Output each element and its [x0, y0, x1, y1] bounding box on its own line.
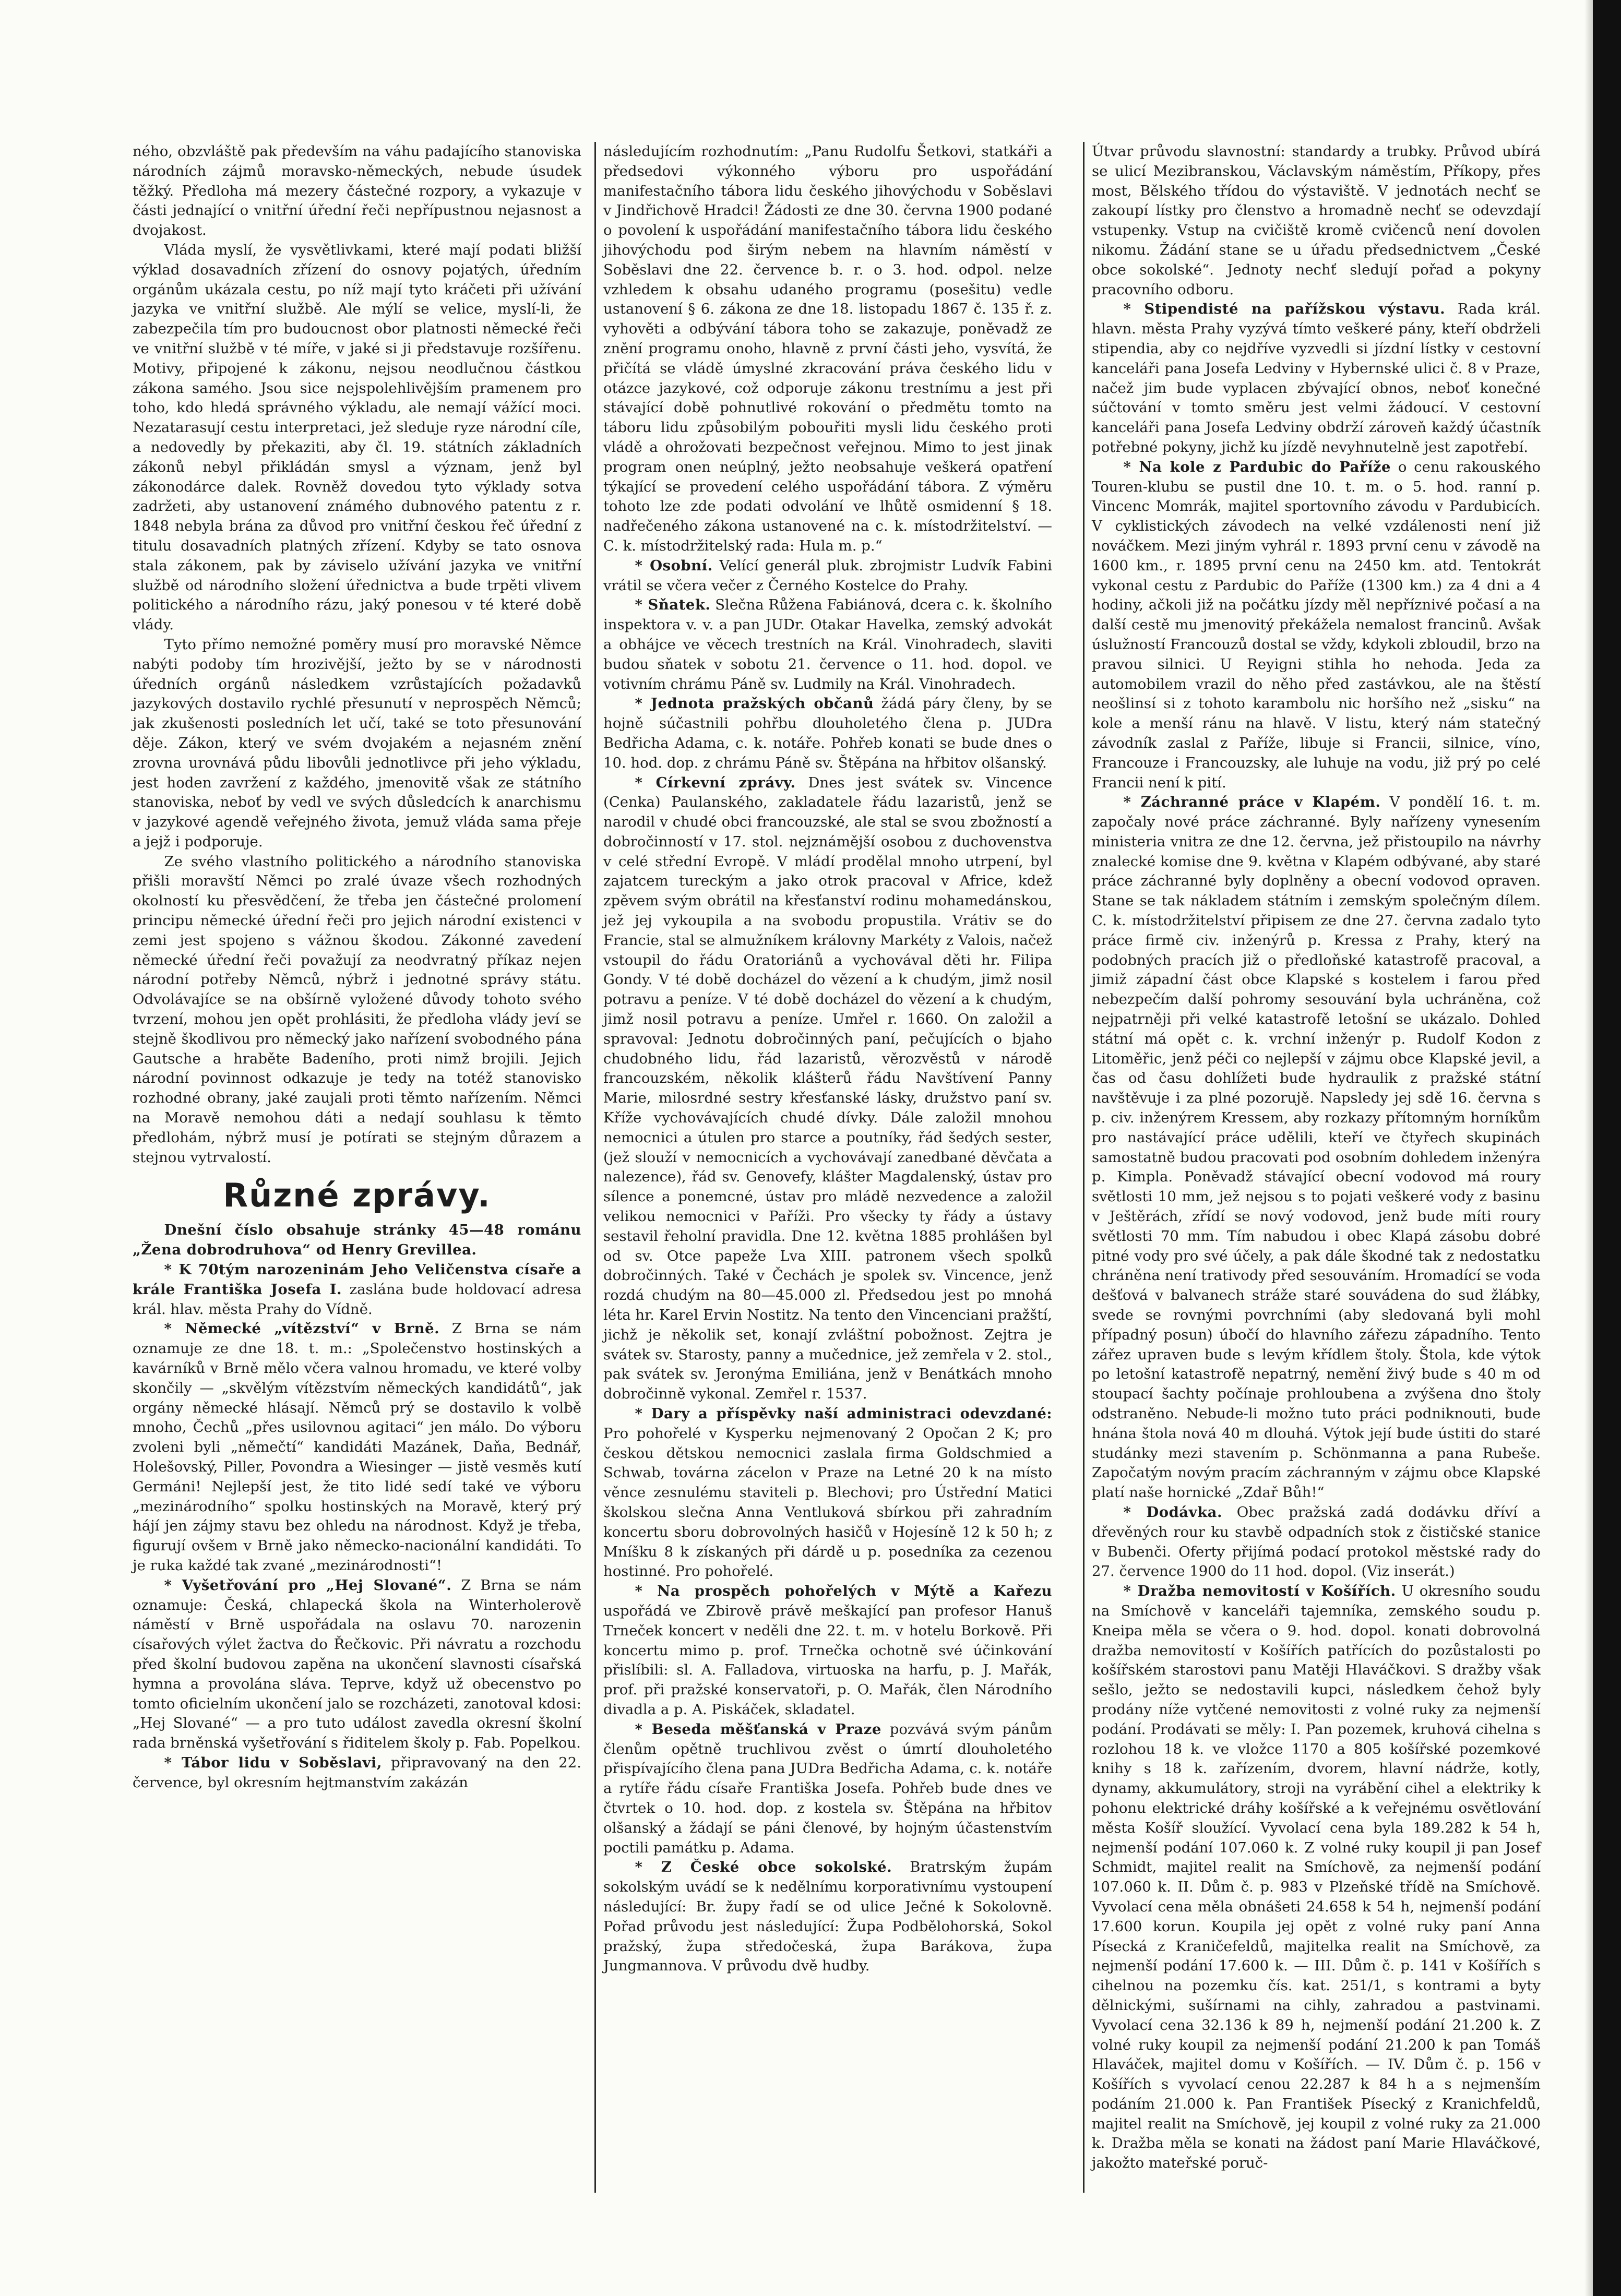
news-item — [133, 1319, 581, 1575]
news-item-text: Slečna Růžena Fabiánová, dcera c. k. školního inspektora v. v. a pan JUDr. Otakar Havelka, zemský advokát a obhájce ve věcech trestních na Král. Vinohradech, slaviti budou sňatek v sobotu 21. července o 11. hod. dopol. ve votivním chrámu Páně sv. Ludmily na Král. Vinohradech. — [603, 596, 1052, 692]
news-item-text: uspořádá ve Zbirově právě meškající pan profesor Hanuš Trneček koncert v neděli dne 22. t. m. v hotelu Borkově. Při koncertu mimo p. prof. Trnečka ochotně své účinkování přislíbili: sl. A. Falladova, virtuoska na harfu, p. J. Mařák, prof. při pražské konservatoři, p. O. Mařák, člen Národního divadla a p. A. Piskáček, skladatel. — [603, 1602, 1052, 1718]
news-item-text: Obec pražská zadá dodávku dříví a dřevěných rour ku stavbě odpadních stok z čističské stanice v Bubenči. Oferty přijímá podací protokol městské rady do 27. července 1900 do 11 hod. dopol. (Viz inserát.) — [1092, 1503, 1541, 1580]
paragraph: Tyto přímo nemožné poměry musí pro moravské Němce nabýti podoby tím hrozivější, ježto by se v národnosti úředních orgánů následkem vzrůstajících požadavků jazykových dostavilo rychlé přesunutí v neprospěch Němců; jak zkušenosti posledních let učí, také se toto přesunování děje. Zákon, který ve svém dvojakém a nejasném znění zrovna urovnává půdu libovůli jednotlivce při jeho výkladu, jest hoden zavržení z každého, jmenovitě však ze státního stanoviska, neboť by vedl ve svých důsledcích k anarchismu v jazykové agendě veřejného života, jemuž vláda sama přeje a jejž i podporuje. — [133, 636, 581, 850]
news-item-text: Dnes jest svátek sv. Vincence (Cenka) Paulanského, zakladatele řádu lazaristů, jenž se narodil v chudé obci francouzské, ale stal se svou zbožností a dobročinností v 17. stol. nejznámější osobou z duchovenstva v celé střední Evropě. V mládí prodělal mnoho utrpení, byl zajatcem tureckým a jako otrok pracoval v Africe, kdež zpěvem svým obrátil na křesťanství rodinu mohamedánskou, jež jej vykoupila a na svobodu propustila. Vrátiv se do Francie, stal se almužníkem královny Markéty z Valois, načež vstoupil do řádu Oratoriánů a vychovával děti hr. Filipa Gondy. V té době docházel do vězení a k chudým, jimž nosil potravu a peníze. V té době docházel do vězení a k chudým, jimž nosil potravu a peníze. Umřel r. 1660. On založil a spravoval: Jednotu dobročinných paní, pečujících o bjaho chudobného lidu, řád lazaristů, věrozvěstů v národě francouzském, několik klášterů řádu Navštívení Panny Marie, milosrdné sestry křesťanské lásky, družstvo paní sv. Kříže vychovávajících chudé dívky. Dále založil mnohou nemocnici a útulen pro starce a poutníky, řád šedých sester, (jež slouží v nemocnicích a vychovávají zanedbané děvčata a nalezence), řád sv. Genovefy, klášter Magdalenský, ústav pro sílence a ponemcné, ústav pro mládě nezvedence a založil velikou nemocnici v Paříži. Pro všecky ty řády a ústavy sestavil řeholní pravidla. Dne 12. května 1885 prohlášen byl od sv. Otce papeže Lva XIII. patronem všech spolků dobročinných. Také v Čechách je spolek sv. Vincence, jenž rozdá chudým na 80—45.000 zl. Předsedou jest po mnohá léta hr. Karel Ervin Nostitz. Na tento den Vincenciani pražští, jichž je několik set, konají zvláštní pobožnost. Zejtra je svátek sv. Starosty, panny a mučednice, jež zemřela v 2. stol., pak svátek sv. Jeronýma Emiliána, jenž v Benátkách mnoho dobročinně vykonal. Zemřel r. 1537. — [603, 774, 1052, 1403]
news-item-text: Velící generál pluk. zbrojmistr Ludvík Fabini vrátil se včera večer z Černého Kostelce do Prahy. — [603, 557, 1052, 594]
news-item-text: Bratrským župám sokolským uvádí se k nedělnímu korporativnímu vystoupení následující: Br. župy řadí se od ulice Ječné k Sokolovně. Pořad průvodu jest následující: Župa Podbělohorská, Sokol pražský, župa středočeská, župa Barákova, župa Jungmannova. V průvodu dvě hudby. — [603, 1859, 1052, 1975]
news-item — [133, 1576, 581, 1753]
news-item — [1092, 793, 1541, 1503]
column-3 — [1092, 142, 1541, 2173]
news-item-headline: * K 70tým narozeninám Jeho Veličenstva císaře a krále Františka Josefa I. — [133, 1261, 581, 1298]
news-item-headline: * Vyšetřování pro „Hej Slované“. — [164, 1576, 452, 1594]
paragraph: následujícím rozhodnutím: „Panu Rudolfu Šetkovi, statkáři a předsedovi výkonného výboru pro uspořádání manifestačního tábora lidu českého jihovýchodu v Soběslavi v Jindřichově Hradci! Žádosti ze dne 30. června 1900 podané o povolení k uspořádání manifestačního tábora lidu českého jihovýchodu pod širým nebem na hlavním náměstí v Soběslavi dne 22. července b. r. o 3. hod. odpol. nelze vzhledem k obsahu udaného programu (posešitu) vedle ustanovení § 6. zákona ze dne 18. listopadu 1867 č. 135 ř. z. vyhověti a odbývání tábora toho se zakazuje, poněvadž ze znění programu onoho, hlavně z první části jeho, vysvítá, že přičítá se vládě úmyslné zkracování práva českého lidu v otázce jazykové, což odporuje zákonu trestnímu a jest při stávající době pohnutlivé rokování o předmětu tomto na táboru lidu způsobilým pobouřiti mysli lidu českého proti vládě a ohrožovati bezpečnost veřejnou. Mimo to jest jinak program onen neúplný, ježto neobsahuje veškerá opatření týkající se provedení celého uspořádání tábora. Z výměru tohoto lze zde podati odvolání ve lhůtě osmidenní § 18. nadřečeného zákona ustanovené na c. k. místodržitelství. — C. k. místodržitelský rada: Hula m. p.“ — [603, 143, 1052, 554]
news-item-headline: * Na prospěch pohořelých v Mýtě a Kařezu — [635, 1583, 1052, 1600]
news-item-headline: * Církevní zprávy. — [635, 774, 796, 791]
news-item-headline: * Z České obce sokolské. — [635, 1859, 892, 1876]
page-edge-shadow — [1584, 0, 1593, 2296]
news-item — [1092, 1503, 1541, 1582]
column-rule — [1083, 142, 1084, 2193]
column-rule — [594, 142, 596, 2193]
news-item-headline: * Na kole z Pardubic do Paříže — [1123, 458, 1391, 475]
paragraph: Vláda myslí, že vysvětlivkami, které mají podati bližší výklad dosavadních zřízení do osnovy pojatých, úředním orgánům ukázala cestu, po níž mají tyto kráčeti při užívání jazyka ve vnitřní službě. Ale mýlí se velice, myslí-li, že zabezpečila tím pro budoucnost obor platnosti německé řeči ve vnitřní službě v té míře, v jaké si ji představuje rozšířenu. Motivy, připojené k zákonu, nejsou neodlučnou částkou zákona samého. Jsou sice nejspolehlivějším pramenem pro toho, kdo hledá správného výkladu, ale nemají vážící moci. Nezatarasují cestu interpretaci, jež sleduje ryze národní cíle, a nedovedly by překaziti, aby čl. 19. státních základních zákonů nebyl přikládán smysl a význam, jenž byl zákonodárce dalek. Rovněž dovedou tyto výklady sotva zadržeti, aby ustanovení známého dubnového patentu z r. 1848 nebyla brána za důvod pro vnitřní českou řeč úřední z titulu dosavadních platných zřízení. Kdyby se tato osnova stala zákonem, pak by záviselo užívání jazyka ve vnitřní službě od národního složení úřednictva a bude trpěti vlivem politického a národního rázu, jaký ponesou v té které době vlády. — [133, 241, 581, 633]
paragraph: Ze svého vlastního politického a národního stanoviska přišli moravští Němci po zralé úvaze všech rozhodných okolností ku přesvědčení, že třeba jen částečné prolomení principu německé úřední řeči pro jejich národní existenci v zemi jest spojeno s vážnou škodou. Zákonné zavedení německé úřední řeči považují za neodvratný příkaz nejen národní potřeby Němců, nýbrž i jednotné správy státu. Odvolávajíce se na obšírně vyložené důvody tohoto svého tvrzení, mohou jen opět prohlásiti, že předloha vlády jeví se stejně škodlivou pro německý jako nařízení svobodného pána Gautsche a hraběte Badeního, proti nimž brojili. Jejich národní povinnost odkazuje je tedy na totéž stanovisko rozhodné obrany, jaké zaujali proti těmto nařízením. Němci na Moravě nemohou dáti a nedají souhlasu k těmto předlohám, nýbrž musí je potírati se stejným důrazem a stejnou vytrvalostí. — [133, 853, 581, 1166]
news-item-headline: * Dary a příspěvky naší administraci odevzdané: — [635, 1405, 1052, 1422]
news-item-headline: * Tábor lidu v Soběslavi, — [164, 1754, 382, 1771]
news-item-text: Z Brna se nám oznamuje ze dne 18. t. m.: „Společenstvo hostinských a kavárníků v Brně mělo včera valnou hromadu, ve které volby skončily — „skvělým vítězstvím německých kandidátů“, jak orgány německé hlásají. Němců prý se dostavilo k volbě mnoho, Čechů „přes usilovnou agitaci“ jen málo. Do výboru zvoleni byli „němečtí“ kandidáti Mazánek, Daňa, Bednář, Holešovský, Piller, Povondra a Wiesinger — jistě vesměs kutí Germáni! Nejlepší jest, že tito lidé sedí také ve výboru „mezinárodního“ spolku hostinských na Moravě, který prý hájí jen zájmy stavu bez ohledu na národnost. Když je třeba, figurují ovšem v Brně jako německo-nacionální kandidáti. To je ruka každé tak zvané „mezinárodnosti“! — [133, 1320, 581, 1574]
news-item-headline: * Sňatek. — [635, 596, 711, 614]
news-item — [603, 1858, 1052, 1976]
scan-border — [1593, 0, 1621, 2296]
news-item-headline: Dnešní číslo obsahuje stránky 45—48 románu „Žena dobrodruhova“ od Henry Grevillea. — [133, 1222, 581, 1259]
news-item-text: Z Brna se nám oznamuje: Česká, chlapecká škola na Winterholerově náměstí v Brně uspořádala na oslavu 70. narozenin císařových výlet žactva do Řečkovic. Při návratu a rozchodu před školní budovou zapěna na ukončení slavnosti císařská hymna a provolána sláva. Teprve, když už obecenstvo po tomto oficielním ukončení jalo se rozcházeti, zanotoval kdosi: „Hej Slované“ — a pro tuto událost zavedla okresní školní rada brněnská vyšetřování s řiditelem školy p. Fab. Popelkou. — [133, 1576, 581, 1752]
column-1 — [133, 142, 581, 1793]
news-item — [1092, 1582, 1541, 2173]
news-item-text: Pro pohořelé v Kysperku nejmenovaný 2 Opočan 2 K; pro českou dětskou nemocnici zaslala firma Goldschmied a Schwab, továrna zácelon v Praze na Letné 20 k na místo věnce zesnulému staviteli p. Blechovi; pro Ústřední Matici školskou slečna Anna Ventluková sbírkou při zahradním koncertu sboru dobrovolných hasičů v Hojesíně 12 k 50 h; z Mníšku 8 k získaných při dárdě u p. posedníka za cezenou hostinné. Pro pohořelé. — [603, 1425, 1052, 1580]
news-item — [603, 595, 1052, 694]
news-item — [133, 1221, 581, 1260]
news-item — [603, 556, 1052, 596]
news-item-headline: * Jednota pražských občanů — [635, 695, 874, 712]
paragraph: Útvar průvodu slavnostní: standardy a trubky. Průvod ubírá se ulicí Mezibranskou, Václavským náměstím, Příkopy, přes most, Bělského třídou do výstaviště. V jednotách nechť se zakoupí lístky pro členstvo a hromadně nechť se odevzdají vstupenky. Vstup na cvičiště kromě cvičenců není dovolen nikomu. Žádání stane se u úřadu předsednictvem „České obce sokolské“. Jednoty nechť sledují pořad a pokyny pracovního odboru. — [1092, 143, 1541, 298]
news-item-headline: * Dodávka. — [1123, 1503, 1223, 1521]
news-item — [603, 694, 1052, 773]
news-item-headline: * Beseda měšťanská v Praze — [635, 1720, 881, 1738]
news-item — [603, 1720, 1052, 1858]
news-item-headline: * Stipendisté na pařížskou výstavu. — [1123, 301, 1446, 318]
paragraph: ného, obzvláště pak především na váhu padajícího stanoviska národních zájmů moravsko-německých, nebude úsudek těžký. Předloha má mezery částečné rozpory, a vykazuje v části jednající o vnitřní úřední řeči nepřípustnou nejasnost a dvojakost. — [133, 143, 581, 239]
news-item — [1092, 300, 1541, 457]
news-item-text: V pondělí 16. t. m. započaly nové práce záchranné. Byly nařízeny vynesením ministeria vnitra ze dne 12. června, jež přistoupilo na návrhy znalecké komise dne 9. května v Klapém odbývané, aby staré práce záchranné byly doplněny a obecní vodovod opraven. Stane se tak nákladem státním i zemským společným dílem. C. k. místodržitelství připisem ze dne 27. června zadalo tyto práce firmě civ. inženýrů p. Kressa z Prahy, který na podobných pracích již o předloňské katastrofě pracoval, a jimiž západní část obce Klapské s kostelem i farou před nebezpečím další pohromy sesouvání byla uchráněna, což nejpatrněji při velké katastrofě letošní se ukázalo. Dohled státní má opět c. k. vrchní inženýr p. Rudolf Kodon z Litoměřic, jenž péči co nejlepší v zájmu obce Klapské jevil, a čas od času dohlížeti bude hydraulik z pražské státní navštěvuje i za plné pozorujě. Napsledy jej sdě 16. června s p. civ. inženýrem Kressem, aby rozkazy přítomným horníkům pro nastávající práce udělili, kteří ve čtyřech skupinách samostatně budou pracovati pod osobním dohledem inženýra p. Kimpla. Poněvadž stávající obecní vodovod má roury světlosti 10 mm, jež nejsou s to pojati veškeré vody z basinu v Ještěrách, zřídí se nový vodovod, jenž bude míti roury světlosti 70 mm. Tím nabudou i obec Klapá zásobu dobré pitné vody pro své účely, a pak dále škodné tak z nedostatku chráněna není trativody před sesouváním. Hromadící se voda dešťová v balvanech stráže staré souvádena do sud žlábky, svede se rovnými povrchními (aby sledovaná byli mohl případný posun) úbočí do hlavního zářezu západního. Tento zářez upraven bude s levým křídlem štoly. Štola, kde výtok po letošní katastrofě nepatrný, nemění živý bude s 40 m od stoupací šachty počínaje prohloubena a zvýšena dno štoly odstraněno. Nebude-li možno tuto práci podniknouti, bude hnána štola nová 40 m dlouhá. Výtok její bude ústiti do staré studánky mezi stavením p. Schönmanna a pana Rubeše. Započatým novým pracím záchranným v zájmu obce Klapské platí naše hornické „Zdař Bůh!“ — [1092, 794, 1541, 1501]
news-item — [603, 773, 1052, 1405]
news-item-text: zaslána bude holdovací adresa král. hlav. města Prahy do Vídně. — [133, 1281, 581, 1318]
news-item-text: žádá páry členy, by se hojně súčastnili pohřbu dlouholetého člena p. JUDra Bedřicha Adama, c. k. notáře. Pohřeb konati se bude dnes o 10. hod. dop. z chrámu Páně sv. Štěpána na hřbitov olšanský. — [603, 695, 1052, 771]
news-item — [133, 1260, 581, 1319]
news-item-headline: * Německé „vítězství“ v Brně. — [164, 1320, 440, 1337]
news-item-headline: * Osobní. — [635, 557, 713, 574]
news-item-text: pozvává svým pánům členům opětně truchlivou zvěst o úmrtí dlouholetého přispívajícího člena pana JUDra Bedřicha Adama, c. k. notáře a rytíře řádu císaře Františka Josefa. Pohřeb bude dnes ve čtvrtek o 10. hod. dop. z kostela sv. Štěpána na hřbitov olšanský a žádají se páni členové, by hojným účastenstvím poctili památku p. Adama. — [603, 1720, 1052, 1856]
news-item — [603, 1582, 1052, 1720]
section-heading: Různé zprávy. — [223, 1176, 491, 1215]
news-item — [1092, 458, 1541, 793]
news-item-text: o cenu rakouského Touren-klubu se pustil dne 10. t. m. o 5. hod. ranní p. Vincenc Momrák, majitel sportovního závodu v Pardubicích. V cyklistických závodech na velké vzdálenosti není již nováčkem. Mezi jiným vyhrál r. 1893 první cenu v závodě na 1600 km., r. 1895 první cenu na 2450 km. atd. Tentokrát vykonal cestu z Pardubic do Paříže (1300 km.) za 4 dni a 4 hodiny, ačkoli již na počátku jízdy měl nepříznivé počasí a na další cestě mu jmenovitý překážela nemalost francinů. Avšak úslužností Francouzů dostal se vždy, kdykoli zbloudil, brzo na pravou silnici. U Reyigni stihla ho nehoda. Jeda za automobilem vrazil do něho před zastávkou, ale na štěstí neošlinsí si z tohoto karambolu nic horšího než „sisku“ na kole a menší ránu na hlavě. V listu, který nám statečný závodník zaslal z Paříže, libuje si Francii, silnice, víno, Francouze i Francouzsky, ale luhuje na vodu, již prý po celé Francii není k pití. — [1092, 458, 1541, 791]
news-item — [603, 1404, 1052, 1582]
column-2 — [603, 142, 1052, 1976]
news-item-headline: * Záchranné práce v Klapém. — [1123, 794, 1381, 811]
news-item-headline: * Dražba nemovitostí v Košířích. — [1123, 1583, 1396, 1600]
news-item — [133, 1753, 581, 1793]
news-item-text: U okresního soudu na Smíchově v kanceláři tajemníka, zemského soudu p. Kneipa měla se včera o 9. hod. dopol. konati dobrovolná dražba nemovitostí v Košířích patřících do pozůstalosti po košířském starostovi panu Matěji Hlaváčkovi. S dražby však sešlo, ježto se nedostavili kupci, následkem čehož byly prodány níže vytčené nemovitosti z volné ruky za nejmenší podání. Prodávati se měly: I. Pan pozemek, kruhová cihelna s rozlohou 18 k. ve vložce 1170 a 805 košířské pozemkové knihy s 18 k. zařízením, dvorem, hlavní nádrže, kotly, dynamy, akkumulátory, stroji na vyrábění cihel a elektriky k pohonu elektrické dráhy košířské a k veřejnému osvětlování města Košíř sloužící. Vyvolací cena byla 189.282 k 54 h, nejmenší podání 107.060 k. Z volné ruky koupil ji pan Josef Schmidt, majitel realit na Smíchově, za nejmenší podání 107.060 k. II. Dům č. p. 983 v Plzeňské třídě na Smíchově. Vyvolací cena měla obnášeti 24.658 k 54 h, nejmenší podání 17.600 korun. Koupila jej opět z volné ruky paní Anna Písecká z Kraničefeldů, majitelka realit na Smíchově, za nejmenší podání 17.600 k. — III. Dům č. p. 141 v Košířích s cihelnou na pozemku čís. kat. 251/1, s kontrami a byty dělnickými, sušírnami na cihly, zahradou a pastvinami. Vyvolací cena 32.136 k 89 h, nejmenší podání 21.200 k. Z volné ruky koupil za nejmenší podání 21.200 k pan Tomáš Hlaváček, majitel domu v Košířích. — IV. Dům č. p. 156 v Košířích s vyvolací cenou 22.287 k 84 h a s nejmenším podáním 21.000 k. Pan František Písecký z Kranichfeldů, majitel realit na Smíchově, jej koupil z volné ruky za 21.000 k. Dražba měla se konati na žádost paní Marie Hlaváčkové, jakožto mateřské poruč- — [1092, 1583, 1541, 2172]
news-item-text: připravovaný na den 22. července, byl okresním hejtmanstvím zakázán — [133, 1754, 581, 1791]
news-item-text: Rada král. hlavn. města Prahy vyzývá tímto veškeré pány, kteří obdrželi stipendia, aby co nejdříve vyzvedli si jízdní lístky v cestovní kanceláři pana Josefa Ledviny v Hybernské ulici č. 8 v Praze, načež jim bude vyplacen zbývající obnos, neboť konečné súčtování v tomto směru jest velmi žádoucí. V cestovní kanceláři pana Josefa Ledviny obdrží zároveň každý účastník potřebné pokyny, jichž ku jízdě nevyhnutelně jest zapotřebí. — [1092, 301, 1541, 456]
